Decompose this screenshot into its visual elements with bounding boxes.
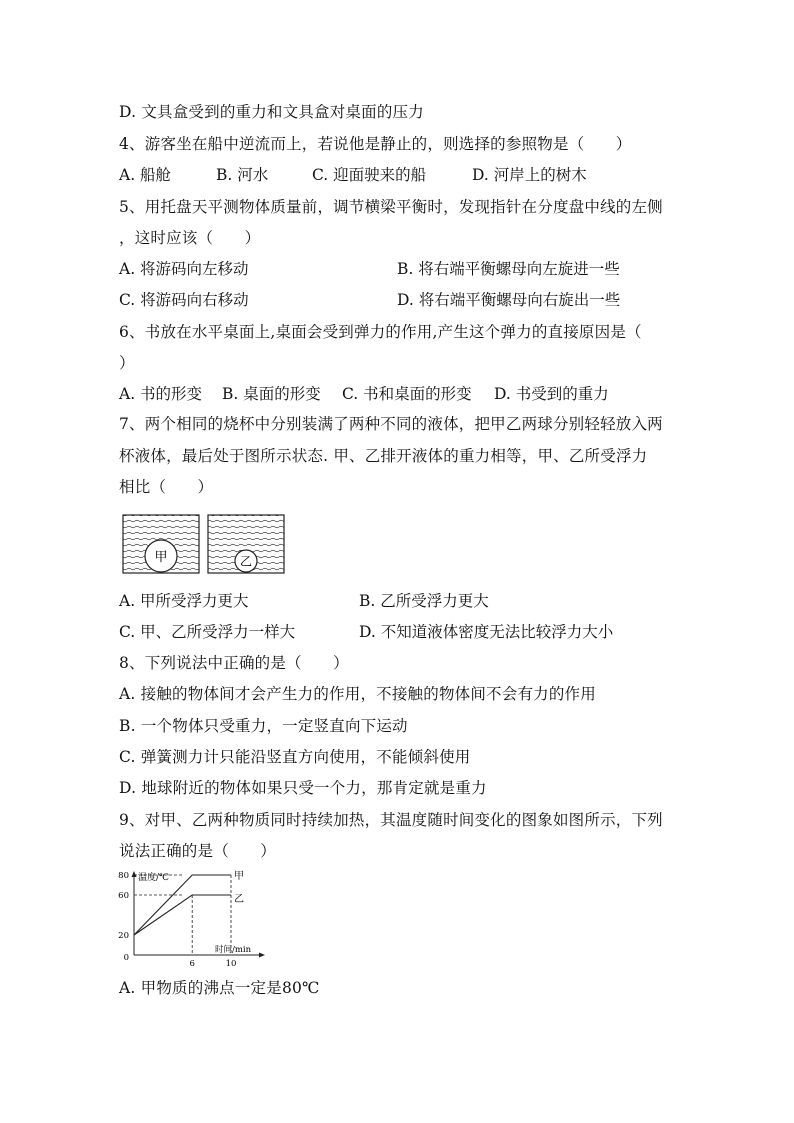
series-yi-line: [134, 895, 231, 935]
x-tick-6: 6: [189, 959, 195, 968]
q6-option-b: B. 桌面的形变: [222, 385, 321, 403]
q6-stem-line2: ）: [119, 354, 135, 372]
y-tick-0: 0: [123, 953, 129, 963]
q8-option-c: C. 弹簧测力计只能沿竖直方向使用，不能倾斜使用: [119, 748, 471, 766]
q7-option-c: C. 甲、乙所受浮力一样大: [119, 623, 296, 641]
q7-stem-line1: 7、两个相同的烧杯中分别装满了两种不同的液体，把甲乙两球分别轻轻放入两: [119, 415, 663, 433]
x-axis-arrow: [259, 953, 265, 958]
beaker-yi: [208, 515, 284, 573]
series-jia-line: [134, 875, 231, 935]
q7-stem-line2: 杯液体，最后处于图所示状态. 甲、乙排开液体的重力相等，甲、乙所受浮力: [119, 447, 648, 465]
q5-option-d: D. 将右端平衡螺母向右旋出一些: [397, 291, 621, 309]
series-yi-label: 乙: [234, 894, 244, 905]
q4-stem: 4、游客坐在船中逆流而上，若说他是静止的，则选择的参照物是（ ）: [119, 135, 632, 153]
q6-option-c: C. 书和桌面的形变: [342, 385, 472, 403]
ball-yi-label: 乙: [239, 554, 253, 569]
series-jia-label: 甲: [234, 871, 244, 882]
x-tick-10: 10: [225, 959, 237, 968]
q9-temperature-chart: [112, 868, 272, 968]
q5-stem-line1: 5、用托盘天平测物体质量前，调节横梁平衡时，发现指针在分度盘中线的左侧: [119, 198, 663, 216]
x-axis-label: 时间/min: [215, 945, 252, 955]
q6-option-a: A. 书的形变: [119, 385, 203, 403]
q8-option-b: B. 一个物体只受重力，一定竖直向下运动: [119, 717, 408, 735]
y-tick-80: 80: [118, 871, 129, 881]
q4-option-c: C. 迎面驶来的船: [312, 166, 427, 184]
q5-stem-line2: ，这时应该（ ）: [119, 229, 261, 247]
q5-option-c: C. 将游码向右移动: [119, 291, 249, 309]
ball-jia-label: 甲: [154, 550, 168, 565]
beaker-jia: [123, 515, 199, 573]
q7-option-d: D. 不知道液体密度无法比较浮力大小: [359, 623, 614, 641]
y-axis-label: 温度/℃: [138, 873, 170, 883]
q8-stem: 8、下列说法中正确的是（ ）: [119, 654, 349, 672]
q6-stem-line1: 6、书放在水平桌面上,桌面会受到弹力的作用,产生这个弹力的直接原因是（: [119, 323, 642, 341]
q7-option-b: B. 乙所受浮力更大: [359, 592, 489, 610]
q7-beakers-figure: [119, 512, 289, 576]
q7-option-a: A. 甲所受浮力更大: [119, 592, 249, 610]
q4-option-d: D. 河岸上的树木: [472, 166, 587, 184]
q4-option-b: B. 河水: [216, 166, 269, 184]
q3-option-d: D. 文具盒受到的重力和文具盒对桌面的压力: [119, 103, 424, 121]
q7-stem-line3: 相比（ ）: [119, 478, 214, 496]
q6-option-d: D. 书受到的重力: [494, 385, 609, 403]
q9-stem-line1: 9、对甲、乙两种物质同时持续加热，其温度随时间变化的图象如图所示，下列: [119, 811, 663, 829]
q8-option-d: D. 地球附近的物体如果只受一个力，那肯定就是重力: [119, 779, 487, 797]
q8-option-a: A. 接触的物体间才会产生力的作用，不接触的物体间不会有力的作用: [119, 685, 596, 703]
q5-option-b: B. 将右端平衡螺母向左旋进一些: [397, 260, 620, 278]
q9-stem-line2: 说法正确的是（ ）: [119, 842, 277, 860]
q9-option-a: A. 甲物质的沸点一定是80℃: [119, 979, 320, 997]
y-tick-60: 60: [118, 891, 129, 901]
y-tick-20: 20: [118, 931, 129, 941]
q5-option-a: A. 将游码向左移动: [119, 260, 249, 278]
q4-option-a: A. 船舱: [119, 166, 172, 184]
y-axis-arrow: [132, 871, 137, 877]
